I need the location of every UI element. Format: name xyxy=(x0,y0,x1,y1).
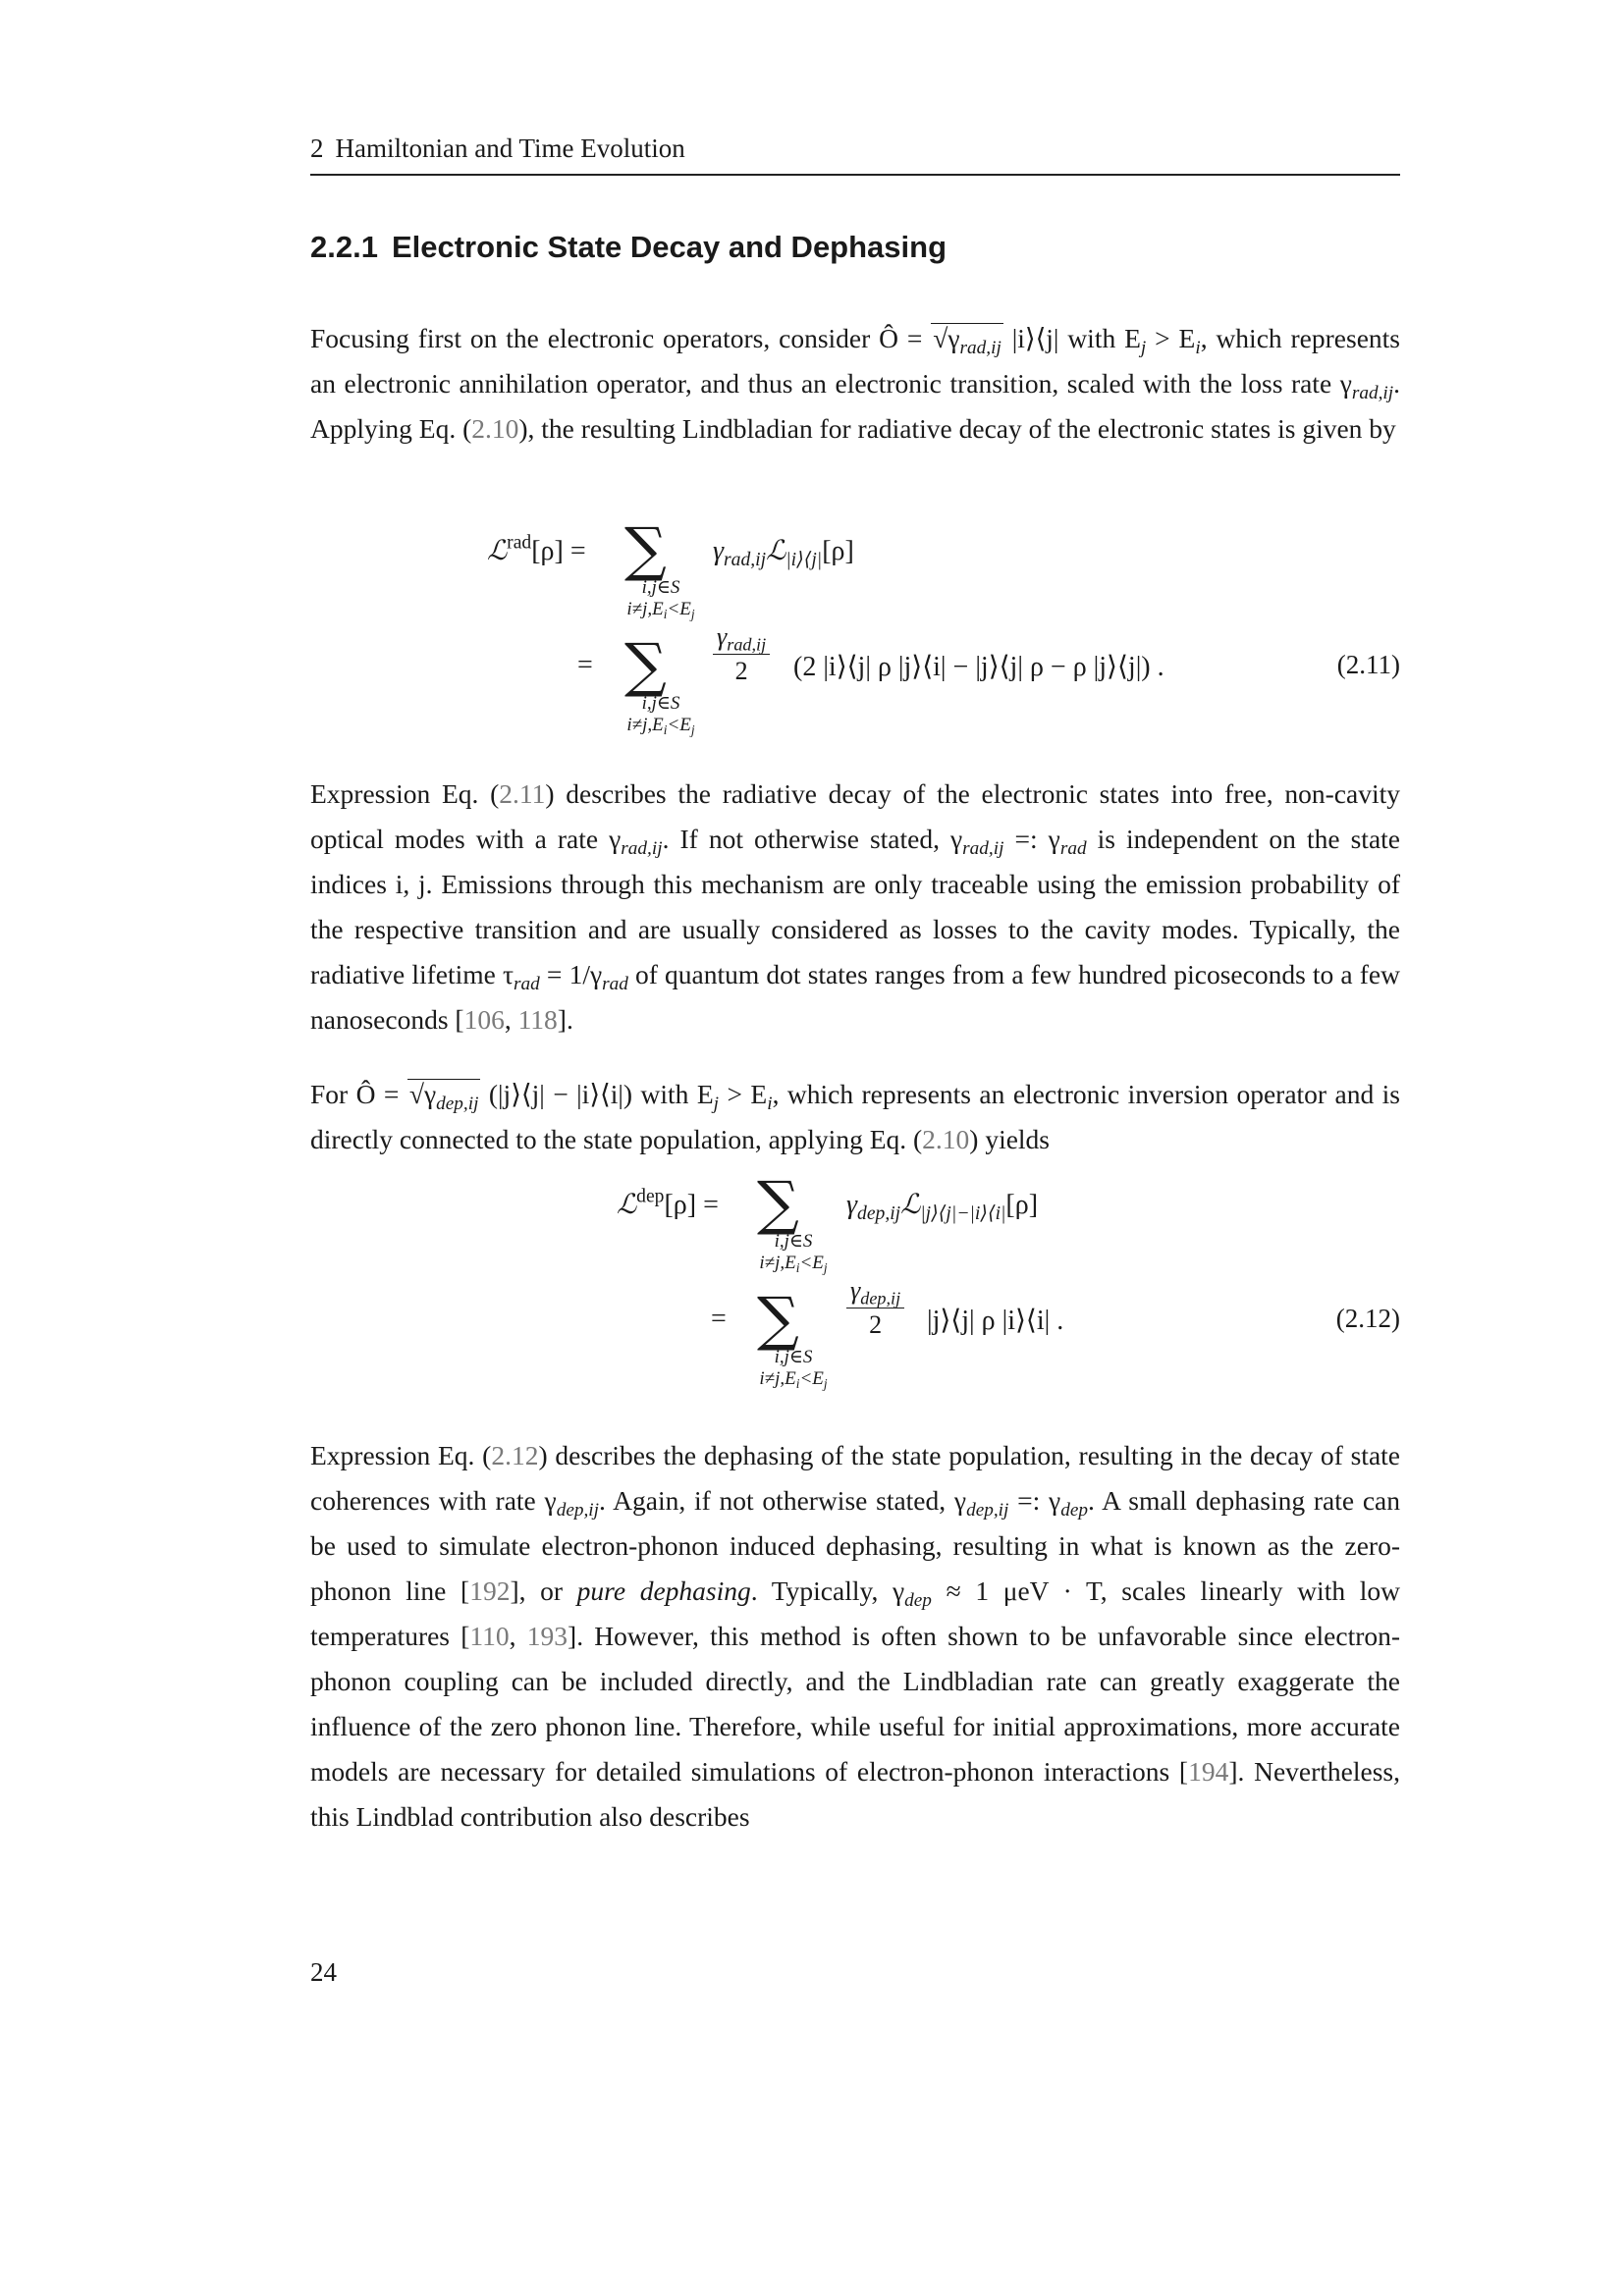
equals-sign: = xyxy=(577,650,593,680)
sqrt-gamma-dep xyxy=(407,1079,481,1114)
sum-limits xyxy=(602,577,720,620)
text: . Applying Eq. ( xyxy=(310,368,1400,444)
text: [ρ] xyxy=(1005,1190,1039,1220)
lindblad-symbol: ℒ xyxy=(900,1190,921,1220)
subscript: dep xyxy=(904,1589,932,1611)
text: [ρ] xyxy=(822,536,854,566)
section-heading xyxy=(310,230,947,265)
text: of quantum dot states ranges from a few hundred picoseconds to a few nanoseconds [ xyxy=(310,959,1400,1035)
sum-limits xyxy=(602,693,720,736)
citation-link[interactable]: 192 xyxy=(469,1575,511,1606)
text: is independent on the state indices i, j. Emissions through this mechanism are only traceable using the emission probability of the respective transition and are usually considered as losses to the cavity modes. Typically, the radiative lifetime τ xyxy=(310,824,1401,989)
equation-number: (2.11) xyxy=(1336,650,1400,679)
subscript: i xyxy=(795,1375,800,1391)
text: |i⟩⟨j| with E xyxy=(1002,323,1141,353)
subscript: |j⟩⟨j|−|i⟩⟨i| xyxy=(920,1202,1006,1224)
text: > E xyxy=(1146,323,1196,353)
text: . A small dephasing rate can be used to simulate electron-phonon induced dephasing, resulting in what is known as the zero-phonon line [ xyxy=(310,1485,1400,1606)
subscript: rad xyxy=(514,973,540,994)
subscript: rad xyxy=(1059,837,1087,859)
paragraph-2 xyxy=(310,772,1400,1042)
text: γ xyxy=(717,622,728,651)
fraction xyxy=(846,1274,904,1342)
text: ]. Nevertheless, this Lindblad contribution also describes xyxy=(310,1756,1400,1832)
text: 2 xyxy=(869,1310,883,1339)
text: [ρ] = xyxy=(531,536,586,566)
text: = 1/γ xyxy=(539,959,603,989)
lindblad-symbol: ℒ xyxy=(487,536,508,566)
text: <E xyxy=(799,1253,824,1273)
text: ), the resulting Lindbladian for radiative decay of the electronic states is given by xyxy=(518,413,1396,444)
text: i≠j,E xyxy=(626,715,664,735)
text: ) describes the radiative decay of the electronic states into free, non-cavity optical modes with a rate γ xyxy=(310,778,1401,854)
subscript: i xyxy=(767,1093,773,1114)
subscript: i xyxy=(663,721,668,737)
subscript: rad xyxy=(602,973,628,994)
subscript: rad,ij xyxy=(1351,382,1394,403)
text: √γ xyxy=(933,323,960,353)
eq-term-2: (2 |i⟩⟨j| ρ |j⟩⟨i| − |j⟩⟨j| ρ − ρ |j⟩⟨j|) . xyxy=(793,652,1164,682)
running-header xyxy=(310,133,1400,176)
text: . Again, if not otherwise stated, γ xyxy=(599,1485,967,1516)
text: ) yields xyxy=(969,1124,1051,1154)
text: i≠j,E xyxy=(626,599,664,619)
text: ], or xyxy=(510,1575,577,1606)
chapter-title: Hamiltonian and Time Evolution xyxy=(335,133,685,163)
equation-reference-link[interactable]: 2.11 xyxy=(499,778,546,809)
sqrt-gamma-rad xyxy=(931,323,1003,358)
text: , which represents an electronic inversion operator and is directly connected to the state population, applying Eq. ( xyxy=(310,1079,1400,1154)
text: (|j⟩⟨j| − |i⟩⟨i|) with E xyxy=(480,1079,714,1109)
citation-link[interactable]: 118 xyxy=(517,1004,558,1035)
citation-link[interactable]: 106 xyxy=(463,1004,505,1035)
text: ]. xyxy=(557,1004,573,1035)
sum-limits xyxy=(734,1347,852,1390)
subscript: j xyxy=(713,1093,720,1114)
text: Expression Eq. ( xyxy=(310,778,500,809)
text: <E xyxy=(667,599,691,619)
subscript: i xyxy=(663,606,668,621)
text: , which represents an electronic annihilation operator, and thus an electronic transition, scaled with the loss rate γ xyxy=(310,323,1401,399)
equation-reference-link[interactable]: 2.12 xyxy=(491,1440,539,1470)
lindblad-symbol: ℒ xyxy=(766,536,786,566)
text: <E xyxy=(799,1368,824,1389)
subscript: dep,ij xyxy=(857,1202,901,1224)
text: Expression Eq. ( xyxy=(310,1440,492,1470)
subscript: rad,ij xyxy=(727,634,767,655)
eq-term-1 xyxy=(713,534,854,570)
subscript: j xyxy=(823,1375,828,1391)
paragraph-4 xyxy=(310,1433,1400,1840)
sum-symbol: ∑ xyxy=(624,515,667,584)
text: γ xyxy=(713,536,725,566)
section-number: 2.2.1 xyxy=(310,230,378,264)
sum-symbol: ∑ xyxy=(757,1169,799,1238)
text: For Ô = xyxy=(310,1079,407,1109)
citation-link[interactable]: 194 xyxy=(1188,1756,1229,1787)
subscript: dep,ij xyxy=(436,1093,479,1114)
equation-number: (2.12) xyxy=(1335,1304,1400,1333)
equals-sign: = xyxy=(711,1304,727,1334)
subscript: j xyxy=(1140,337,1147,358)
fraction xyxy=(713,620,770,688)
text: √γ xyxy=(408,1079,437,1109)
text: ) describes the dephasing of the state population, resulting in the decay of state coherences with rate γ xyxy=(310,1440,1400,1516)
text: i,j∈S xyxy=(774,1231,813,1252)
text: =: γ xyxy=(1008,1485,1061,1516)
text: . Typically, γ xyxy=(750,1575,905,1606)
subscript: dep,ij xyxy=(966,1499,1009,1521)
text: <E xyxy=(667,715,691,735)
sum-symbol: ∑ xyxy=(757,1285,799,1354)
subscript: i xyxy=(795,1259,800,1275)
eq-lhs xyxy=(617,1188,719,1221)
text: i,j∈S xyxy=(774,1347,813,1367)
paragraph-1 xyxy=(310,316,1400,452)
superscript: rad xyxy=(507,532,532,554)
text: γ xyxy=(846,1190,858,1220)
sum-limits xyxy=(734,1231,852,1274)
subscript: i xyxy=(1195,337,1201,358)
emphasis: pure dephasing xyxy=(576,1575,751,1606)
subscript: |i⟩⟨j| xyxy=(785,549,823,570)
subscript: dep,ij xyxy=(860,1288,901,1308)
text: =: γ xyxy=(1003,824,1060,854)
text: Focusing first on the electronic operators, consider Ô = xyxy=(310,323,932,353)
subscript: j xyxy=(690,721,695,737)
text: i≠j,E xyxy=(759,1253,796,1273)
subscript: rad,ij xyxy=(724,549,767,570)
text: ]. However, this method is often shown to be unfavorable since electron-phonon coupling can be included directly, and the Lindbladian rate can greatly exaggerate the influence of the zero phonon line. Therefore, while useful for initial approximations, more accurate models are necessary for detailed simulations of electron-phonon interactions [ xyxy=(310,1621,1401,1787)
text: i,j∈S xyxy=(641,577,680,598)
subscript: j xyxy=(690,606,695,621)
subscript: rad,ij xyxy=(962,837,1004,859)
text: , xyxy=(504,1004,518,1035)
paragraph-3 xyxy=(310,1072,1400,1162)
subscript: rad,ij xyxy=(959,337,1001,358)
eq-term-1 xyxy=(846,1188,1039,1224)
text: . If not otherwise stated, γ xyxy=(662,824,963,854)
citation-link[interactable]: 193 xyxy=(526,1621,568,1651)
text: [ρ] = xyxy=(664,1190,719,1220)
subscript: rad,ij xyxy=(621,837,663,859)
equation-2-12 xyxy=(310,1169,1400,1410)
text: i≠j,E xyxy=(759,1368,796,1389)
citation-link[interactable]: 110 xyxy=(469,1621,510,1651)
page-number: 24 xyxy=(310,1957,337,1987)
subscript: dep xyxy=(1060,1499,1089,1521)
subscript: j xyxy=(823,1259,828,1275)
eq-lhs xyxy=(487,534,586,567)
sum-symbol: ∑ xyxy=(624,631,667,700)
section-title: Electronic State Decay and Dephasing xyxy=(391,230,947,264)
text: γ xyxy=(850,1276,861,1305)
text: ≈ 1 μeV · T, scales linearly with low temperatures [ xyxy=(310,1575,1400,1651)
equation-reference-link[interactable]: 2.10 xyxy=(922,1124,970,1154)
equation-reference-link[interactable]: 2.10 xyxy=(471,413,519,444)
text: 2 xyxy=(734,657,748,685)
eq-term-2: |j⟩⟨j| ρ |i⟩⟨i| . xyxy=(927,1306,1064,1336)
subscript: dep,ij xyxy=(556,1499,599,1521)
text: i,j∈S xyxy=(641,693,680,714)
text: , xyxy=(509,1621,527,1651)
superscript: dep xyxy=(636,1186,665,1207)
lindblad-symbol: ℒ xyxy=(617,1190,637,1220)
equation-2-11 xyxy=(310,515,1400,756)
chapter-number: 2 xyxy=(310,133,324,163)
text: > E xyxy=(719,1079,768,1109)
